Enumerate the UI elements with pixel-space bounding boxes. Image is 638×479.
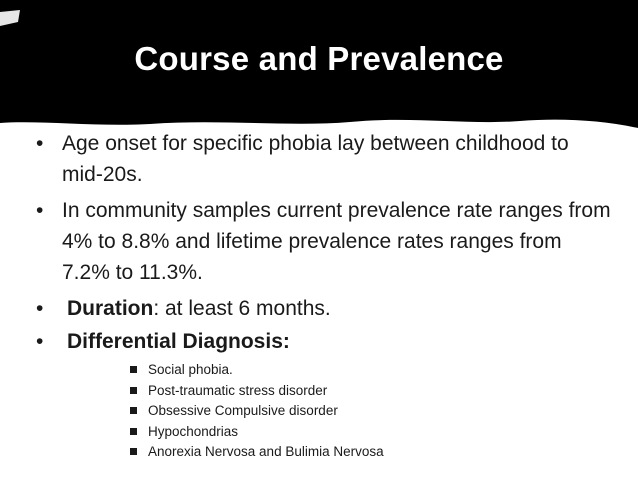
title-band [0,0,638,130]
square-bullet-icon [130,448,137,455]
bullet-item-age-onset [0,128,638,190]
bullet-text: Age onset for specific phobia lay between childhood to mid-20s. [62,132,569,186]
slide-title: Course and Prevalence [134,40,504,77]
bullet-dot-icon: • [36,199,44,222]
sub-list-item [130,422,384,443]
bullet-dot-icon: • [36,132,44,155]
bullet-text: : at least 6 months. [153,297,331,320]
bullet-text: In community samples current prevalence rate ranges from 4% to 8.8% and lifetime prevalence rates ranges from 7.2% to 11.3%. [62,199,611,284]
sub-item-text: Social phobia. [148,362,233,377]
sub-list-item [130,360,384,381]
sub-list-item [130,401,384,422]
bullet-dot-icon: • [36,330,44,353]
square-bullet-icon [130,366,137,373]
sub-item-text: Anorexia Nervosa and Bulimia Nervosa [148,444,384,460]
sub-list-item [130,381,384,402]
bullet-list [0,128,638,362]
sub-list-item [130,442,384,463]
bullet-label: Differential Diagnosis: [67,330,290,353]
differential-diagnosis-list [130,360,384,463]
sub-item-text: Hypochondrias [148,423,239,439]
sub-item-text: Obsessive Compulsive disorder [148,403,338,419]
bullet-item-differential-diagnosis [0,326,638,357]
square-bullet-icon [130,428,137,435]
sub-item-text: Post-traumatic stress disorder [148,382,328,398]
square-bullet-icon [130,387,137,394]
bullet-item-duration [0,293,638,324]
bullet-label: Duration [67,297,154,320]
bullet-item-prevalence [0,195,638,288]
square-bullet-icon [130,407,137,414]
bullet-dot-icon: • [36,297,44,320]
